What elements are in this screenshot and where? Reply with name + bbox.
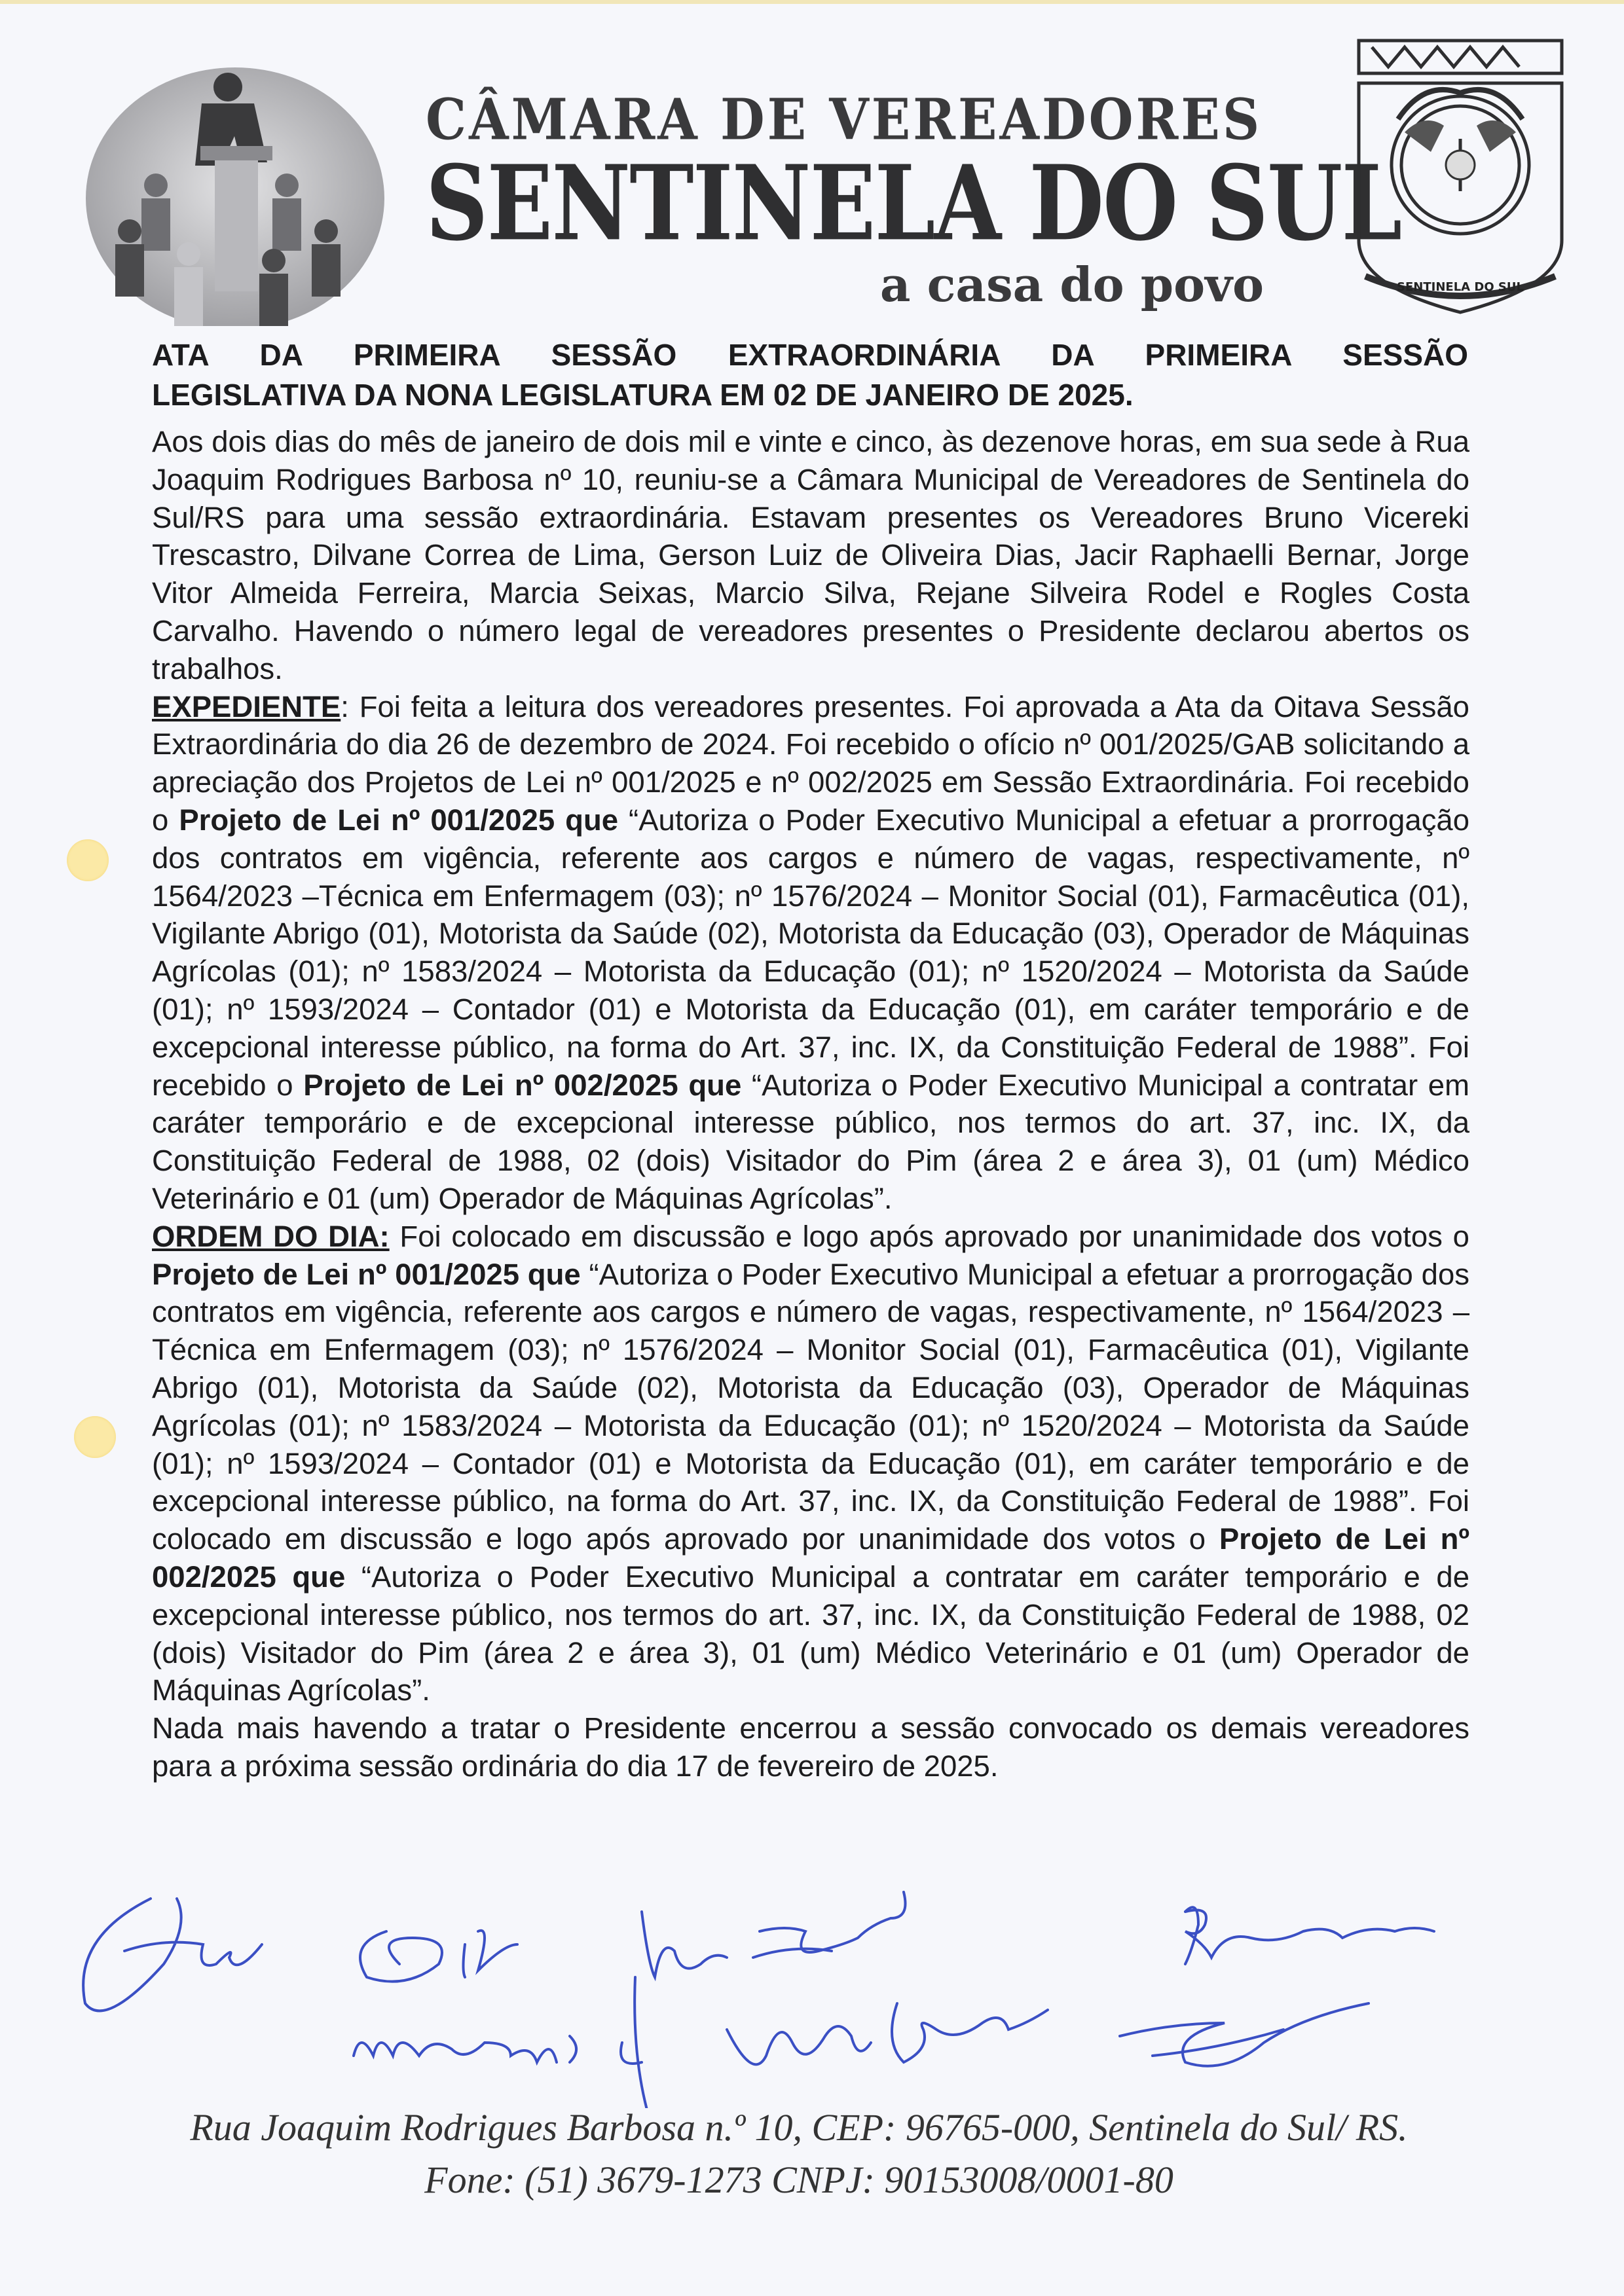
coat-of-arms	[1346, 34, 1575, 317]
signature-7	[727, 2003, 1048, 2064]
footer-address: Rua Joaquim Rodrigues Barbosa n.º 10, CEP: 96765-000, Sentinela do Sul/ RS.	[190, 2106, 1408, 2149]
signature-5	[1185, 1907, 1434, 1964]
signature-2	[360, 1931, 517, 1982]
signature-4	[753, 1892, 906, 1958]
paragraph-text: “Autoriza o Poder Executivo Municipal a efetuar a prorrogação dos contratos em vigência, referente aos cargos e número de vagas, respectivamente, nº 1564/2023 –Técnica em Enfermagem (03); nº 1576/2024 – Monitor Social (01), Farmacêutica (01), Vigilante Abrigo (01), Motorista da Saúde (02), Motorista da Educação (03), Operador de Máquinas Agrícolas (01); nº 1583/2024 – Motorista da Educação (01); nº 1520/2024 – Motorista da Saúde (01); nº 1593/2024 – Contador (01) e Motorista da Educação (01), em caráter temporário e de excepcional interesse público, na forma do Art. 37, inc. IX, da Constituição Federal de 1988”. Foi recebido o	[152, 803, 1469, 1102]
paragraph-text: “Autoriza o Poder Executivo Municipal a contratar em caráter temporário e de excepcional interesse público, nos termos do art. 37, inc. IX, da Constituição Federal de 1988, 02 (dois) Visitador do Pim (área 2 e área 3), 01 (um) Médico Veterinário e 01 (um) Operador de Máquinas Agrícolas”.	[152, 1559, 1469, 1707]
minutes-body	[152, 423, 1469, 1785]
signature-3	[635, 1912, 727, 2108]
paragraph	[152, 688, 1469, 1218]
section-heading: EXPEDIENTE	[152, 689, 341, 723]
title-line-1: ATA DA PRIMEIRA SESSÃO EXTRAORDINÁRIA DA PRIMEIRA SESSÃO	[152, 338, 1468, 372]
footer-contact: Fone: (51) 3679-1273 CNPJ: 90153008/0001-80	[424, 2159, 1173, 2201]
bill-reference: Projeto de Lei nº 001/2025 que	[179, 803, 619, 837]
header-chamber-name: CÂMARA DE VEREADORES	[426, 87, 1263, 153]
punch-hole-mark	[67, 839, 109, 881]
paragraph	[152, 1218, 1469, 1709]
section-heading: ORDEM DO DIA:	[152, 1219, 390, 1253]
paragraph-text: “Autoriza o Poder Executivo Municipal a contratar em caráter temporário e de excepcional interesse público, nos termos do art. 37, inc. IX, da Constituição Federal de 1988, 02 (dois) Visitador do Pim (área 2 e área 3), 01 (um) Médico Veterinário e 01 (um) Operador de Máquinas Agrícolas”.	[152, 1068, 1469, 1215]
signature-8	[1120, 2003, 1369, 2066]
punch-hole-mark	[74, 1416, 116, 1458]
chamber-logo	[84, 64, 386, 326]
bill-reference: Projeto de Lei nº 001/2025 que	[152, 1257, 581, 1291]
signatures	[72, 1872, 1552, 2108]
header-slogan: a casa do povo	[879, 257, 1264, 312]
signature-1	[83, 1899, 262, 2011]
coat-of-arms-label: SENTINELA DO SUL	[1397, 280, 1524, 294]
title-line-2: LEGISLATIVA DA NONA LEGISLATURA EM 02 DE JANEIRO DE 2025.	[152, 378, 1134, 412]
paragraph-text: Foi colocado em discussão e logo após aprovado por unanimidade dos votos o	[389, 1219, 1469, 1253]
paragraph-text: : Foi feita a leitura dos vereadores presentes. Foi aprovada a Ata da Oitava Sessão Extraordinária do dia 26 de dezembro de 2024. Foi recebido o ofício nº 001/2025/GAB solicitando a apreciação dos Projetos de Lei nº 001/2025 e nº 002/2025 em Sessão Extraordinária. Foi recebido o	[152, 689, 1469, 837]
footer	[131, 2102, 1467, 2206]
paragraph-text: “Autoriza o Poder Executivo Municipal a efetuar a prorrogação dos contratos em vigência, referente aos cargos e número de vagas, respectivamente, nº 1564/2023 –Técnica em Enfermagem (03); nº 1576/2024 – Monitor Social (01), Farmacêutica (01), Vigilante Abrigo (01), Motorista da Saúde (02), Motorista da Educação (03), Operador de Máquinas Agrícolas (01); nº 1583/2024 – Motorista da Educação (01); nº 1520/2024 – Motorista da Saúde (01); nº 1593/2024 – Contador (01) e Motorista da Educação (01), em caráter temporário e de excepcional interesse público, na forma do Art. 37, inc. IX, da Constituição Federal de 1988”. Foi colocado em discussão e logo após aprovado por unanimidade dos votos o	[152, 1257, 1469, 1556]
paper-edge	[0, 0, 1624, 4]
paragraph	[152, 423, 1469, 688]
paragraph-text: Aos dois dias do mês de janeiro de dois mil e vinte e cinco, às dezenove horas, em sua sede à Rua Joaquim Rodrigues Barbosa nº 10, reuniu-se a Câmara Municipal de Vereadores de Sentinela do Sul/RS para uma sessão extraordinária. Estavam presentes os Vereadores Bruno Vicereki Trescastro, Dilvane Correa de Lima, Gerson Luiz de Oliveira Dias, Jacir Raphaelli Bernar, Jorge Vitor Almeida Ferreira, Marcia Seixas, Marcio Silva, Rejane Silveira Rodel e Rogles Costa Carvalho. Havendo o número legal de vereadores presentes o Presidente declarou abertos os trabalhos.	[152, 425, 1469, 685]
paragraph	[152, 1709, 1469, 1785]
paragraph-text: Nada mais havendo a tratar o Presidente encerrou a sessão convocado os demais vereadores para a próxima sessão ordinária do dia 17 de fevereiro de 2025.	[152, 1711, 1469, 1783]
document-title	[152, 335, 1468, 415]
signature-6	[354, 2036, 642, 2064]
bill-reference: Projeto de Lei nº 002/2025 que	[152, 1522, 1469, 1594]
bill-reference: Projeto de Lei nº 002/2025 que	[303, 1068, 742, 1102]
header-city-name: SENTINELA DO SUL	[426, 143, 1401, 264]
